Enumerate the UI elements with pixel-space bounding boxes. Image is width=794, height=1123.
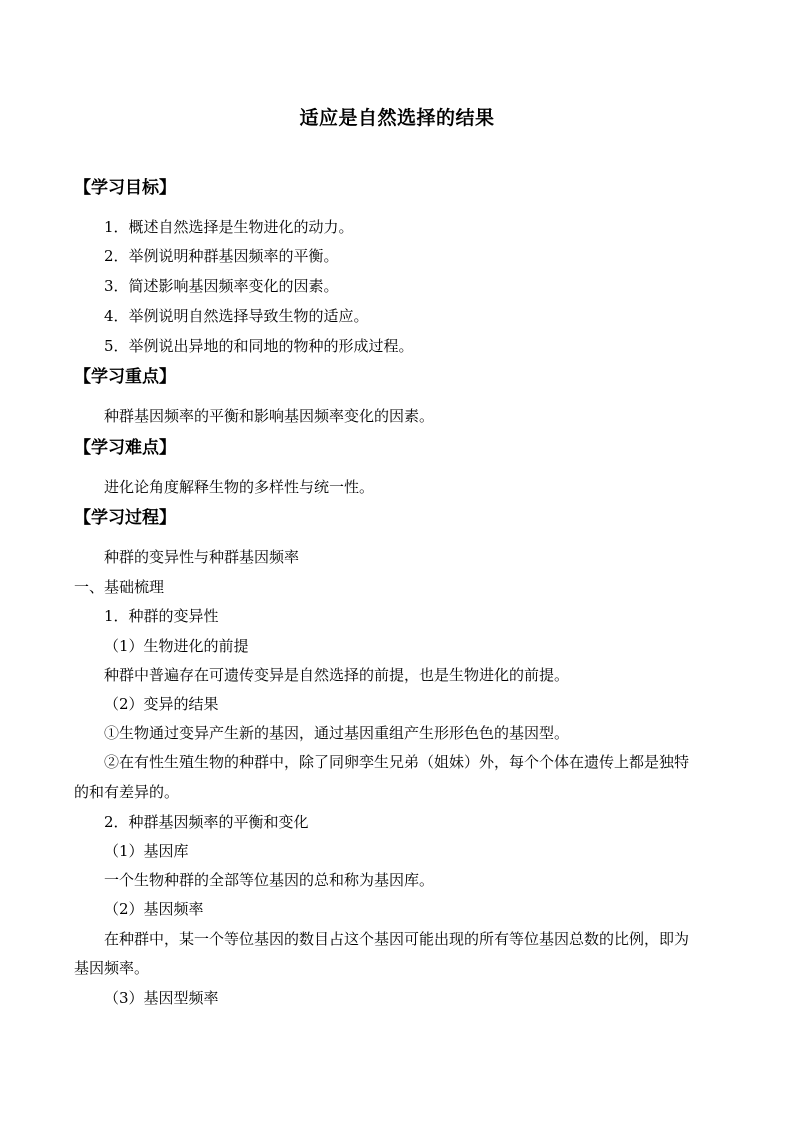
document-title: 适应是自然选择的结果	[299, 107, 495, 129]
body-line: 1．种群的变异性	[104, 607, 219, 625]
body-line: ①生物通过变异产生新的基因，通过基因重组产生形形色色的基因型。	[104, 724, 570, 742]
goals-heading: 【学习目标】	[74, 178, 176, 198]
goal-item: 4．举例说明自然选择导致生物的适应。	[104, 307, 369, 325]
process-heading: 【学习过程】	[74, 508, 176, 528]
difficulty-heading: 【学习难点】	[74, 438, 176, 458]
goal-item: 3．简述影响基因频率变化的因素。	[104, 277, 339, 295]
body-line: （2）变异的结果	[104, 695, 219, 713]
body-line: 基因频率。	[74, 959, 150, 977]
focus-text: 种群基因频率的平衡和影响基因频率变化的因素。	[104, 407, 435, 425]
body-line: （2）基因频率	[104, 900, 204, 918]
body-line: 一、基础梳理	[74, 578, 165, 596]
body-line: 种群中普遍存在可遗传变异是自然选择的前提，也是生物进化的前提。	[104, 666, 570, 684]
goal-item: 1．概述自然选择是生物进化的动力。	[104, 218, 354, 236]
body-line: 一个生物种群的全部等位基因的总和称为基因库。	[104, 871, 435, 889]
focus-heading: 【学习重点】	[74, 367, 176, 387]
body-line: 2．种群基因频率的平衡和变化	[104, 813, 309, 831]
body-line: ②在有性生殖生物的种群中，除了同卵孪生兄弟（姐妹）外，每个个体在遗传上都是独特	[104, 753, 690, 771]
body-line: 的和有差异的。	[74, 783, 180, 801]
body-line: （3）基因型频率	[104, 989, 219, 1007]
body-line: （1）生物进化的前提	[104, 637, 249, 655]
body-line: （1）基因库	[104, 842, 189, 860]
goal-item: 2．举例说明种群基因频率的平衡。	[104, 247, 339, 265]
goal-item: 5．举例说出异地的和同地的物种的形成过程。	[104, 337, 414, 355]
difficulty-text: 进化论角度解释生物的多样性与统一性。	[104, 478, 375, 496]
body-line: 种群的变异性与种群基因频率	[104, 548, 300, 566]
body-line: 在种群中，某一个等位基因的数目占这个基因可能出现的所有等位基因总数的比例，即为	[104, 930, 690, 948]
